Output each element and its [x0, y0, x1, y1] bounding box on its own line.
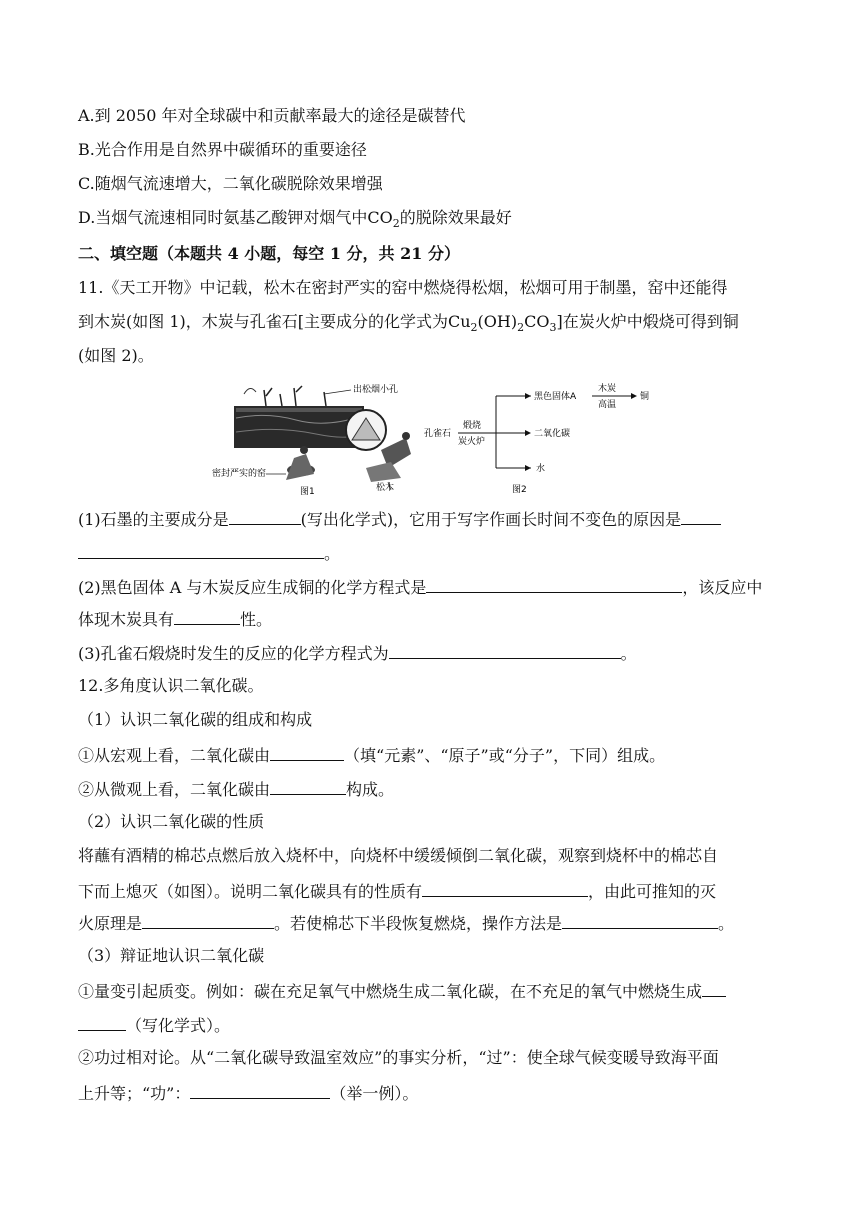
q12-sub3-a: ①量变引起质变。例如：碳在充足氧气中燃烧生成二氧化碳，在不充足的氧气中燃烧生成: [78, 978, 726, 1004]
answer-blank[interactable]: [681, 506, 721, 525]
q12-sub2-line1: 将蘸有酒精的棉芯点燃后放入烧杯中，向烧杯中缓缓倾倒二氧化碳，观察到烧杯中的棉芯自: [78, 846, 719, 865]
fig1-kiln-label: 密封严实的窑: [212, 469, 267, 479]
fig2-caption: 图2: [512, 485, 527, 495]
q11-part2: (2)黑色固体 A 与木炭反应生成铜的化学方程式是 ，该反应中: [78, 574, 762, 600]
fig2-out3: 水: [536, 464, 546, 474]
fig1-hole-label: 出松烟小孔: [353, 385, 399, 395]
q12-sub3-b-cont: 上升等；“功”： （举一例）。: [78, 1080, 418, 1106]
fig2-out1-end: 铜: [640, 392, 650, 402]
q12-sub3: （3）辩证地认识二氧化碳: [78, 946, 265, 965]
answer-blank[interactable]: [422, 878, 588, 897]
co2-formula: $CO_2$: [367, 208, 400, 231]
answer-blank[interactable]: [270, 742, 344, 761]
q12-sub1-b: ②从微观上看，二氧化碳由 构成。: [78, 776, 394, 802]
q12-sub1: （1）认识二氧化碳的组成和构成: [78, 710, 313, 729]
fig2-cond2-top: 木炭: [598, 384, 617, 394]
q12-sub3-b: ②功过相对论。从“二氧化碳导致温室效应”的事实分析，“过”：使全球气候变暖导致海平面: [78, 1048, 719, 1067]
q11-part1: (1)石墨的主要成分是 (写出化学式)，它用于写字作画长时间不变色的原因是: [78, 506, 721, 532]
answer-blank[interactable]: [702, 978, 726, 997]
q11-part1-cont: 。: [78, 540, 340, 566]
section-title: 二、填空题（本题共 4 小题，每空 1 分，共 21 分）: [78, 244, 460, 263]
q11-part2-cont: 体现木炭具有 性。: [78, 606, 272, 632]
answer-blank[interactable]: [389, 640, 621, 659]
answer-blank[interactable]: [426, 574, 682, 593]
fig2-cond2-bottom: 高温: [598, 400, 617, 410]
q12-sub2-line2: 下而上熄灭（如图）。说明二氧化碳具有的性质有 ，由此可推知的灭: [78, 878, 716, 904]
q11-part3: (3)孔雀石煅烧时发生的反应的化学方程式为 。: [78, 640, 637, 666]
option-b: B.光合作用是自然界中碳循环的重要途径: [78, 140, 367, 159]
answer-blank[interactable]: [229, 506, 301, 525]
answer-blank[interactable]: [190, 1080, 330, 1099]
q11-line3: (如图 2)。: [78, 346, 154, 365]
q11-line1: 11.《天工开物》中记载，松木在密封严实的窑中燃烧得松烟，松烟可用于制墨，窑中还能得: [78, 278, 728, 297]
q11-line2: 到木炭(如图 1)，木炭与孔雀石[主要成分的化学式为$Cu_2(OH)_2CO_3$]在炭火炉中煅烧可得到铜: [78, 312, 739, 335]
answer-blank[interactable]: [142, 910, 274, 929]
option-c: C.随烟气流速增大，二氧化碳脱除效果增强: [78, 174, 383, 193]
malachite-formula: $Cu_2(OH)_2CO_3$: [448, 312, 557, 335]
fig1-caption: 图1: [300, 487, 315, 496]
q12-title: 12.多角度认识二氧化碳。: [78, 676, 264, 695]
answer-blank[interactable]: [78, 540, 324, 559]
fig2-out2: 二氧化碳: [534, 429, 571, 439]
option-d-text: D.当烟气流速相同时氨基乙酸钾对烟气中: [78, 208, 368, 227]
fig2-cond-top: 煅烧: [463, 421, 482, 431]
answer-blank[interactable]: [270, 776, 346, 795]
kiln-illustration: [206, 378, 676, 496]
fig2-cond-bottom: 炭火炉: [458, 437, 486, 447]
option-d-text-end: 的脱除效果最好: [399, 208, 512, 227]
q12-sub3-a-cont: （写化学式）。: [78, 1012, 230, 1038]
answer-blank[interactable]: [562, 910, 718, 929]
q12-sub1-a: ①从宏观上看，二氧化碳由 （填“元素”、“原子”或“分子”，下同）组成。: [78, 742, 665, 768]
option-a: A.到 2050 年对全球碳中和贡献率最大的途径是碳替代: [78, 106, 466, 125]
fig2-out1: 黑色固体A: [534, 392, 577, 402]
q12-sub2-line3: 火原理是 。若使棉芯下半段恢复燃烧，操作方法是 。: [78, 910, 734, 936]
answer-blank[interactable]: [174, 606, 240, 625]
answer-blank[interactable]: [78, 1012, 126, 1031]
fig1-wood-label: 松木: [376, 483, 395, 493]
fig2-source: 孔雀石: [424, 429, 452, 439]
q12-sub2: （2）认识二氧化碳的性质: [78, 812, 265, 831]
option-d: [78, 206, 512, 236]
q11-figure: [206, 378, 676, 496]
